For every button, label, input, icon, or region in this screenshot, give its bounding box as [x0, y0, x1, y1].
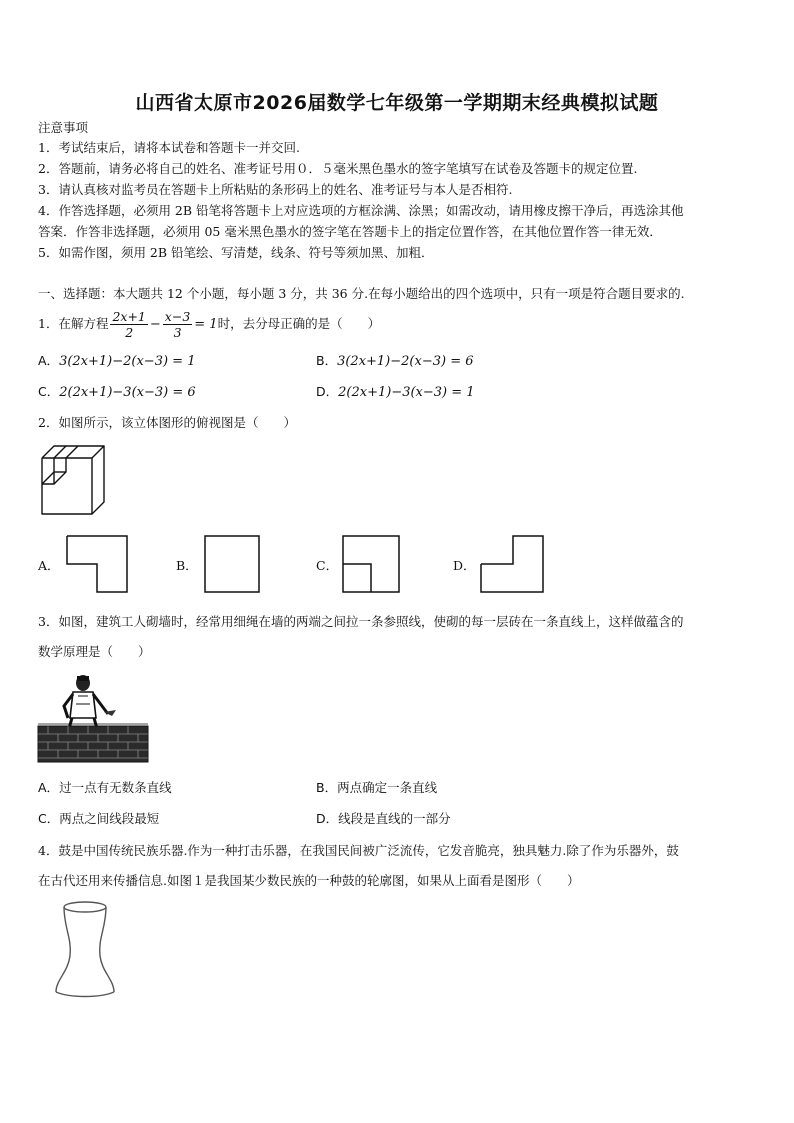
notice-heading: 注意事项	[38, 120, 89, 135]
q2-option-a-label: A．	[38, 558, 60, 573]
q1-frac1-denominator: 2	[125, 325, 134, 340]
q2-option-c-figure	[342, 535, 400, 593]
option-label: A．	[38, 780, 60, 795]
option-label: A．	[38, 353, 60, 368]
option-text: 2(2x+1)−3(x−3) = 1	[338, 385, 475, 400]
q1-fraction-1	[110, 309, 147, 340]
notice-item: 4．作答选择题，必须用 2B 铅笔将答题卡上对应选项的方框涂满、涂黑；如需改动，请用橡皮擦干净后，再选涂其他	[38, 203, 684, 218]
option-label: D．	[316, 384, 339, 399]
q1-option-d	[316, 383, 475, 402]
option-text: 过一点有无数条直线	[59, 780, 172, 795]
option-label: B．	[316, 353, 338, 368]
question-3-stem-line1: 3．如图，建筑工人砌墙时，经常用细绳在墙的两端之间拉一条参照线，使砌的每一层砖在一条直线上，这样做蕴含的	[38, 614, 684, 629]
option-label: C．	[38, 384, 60, 399]
option-text: 3(2x+1)−2(x−3) = 6	[337, 354, 474, 369]
q1-prefix: 1．在解方程	[38, 316, 109, 331]
option-label: C．	[38, 811, 60, 826]
q1-frac1-numerator: 2x+1	[112, 309, 146, 324]
notice-item: 2．答题前，请务必将自己的姓名、准考证号用０．５毫米黑色墨水的签字笔填写在试卷及答题卡的规定位置.	[38, 161, 638, 176]
question-4-stem-line1: 4．鼓是中国传统民族乐器.作为一种打击乐器，在我国民间被广泛流传，它发音脆亮，独具魅力.除了作为乐器外，鼓	[38, 843, 679, 858]
q1-fraction-2	[163, 309, 192, 340]
option-text: 两点确定一条直线	[337, 780, 438, 795]
q2-option-b-label: B．	[176, 558, 198, 573]
q1-equals: = 1	[194, 317, 218, 332]
q3-option-a	[38, 779, 172, 797]
q3-option-d	[316, 810, 451, 828]
q1-option-a	[38, 352, 195, 371]
notice-item: 3．请认真核对监考员在答题卡上所粘贴的条形码上的姓名、准考证号与本人是否相符.	[38, 182, 513, 197]
q3-option-c	[38, 810, 159, 828]
option-label: D．	[316, 811, 339, 826]
question-3-stem-line2: 数学原理是（ ）	[38, 644, 151, 659]
q3-option-b	[316, 779, 437, 797]
question-2-stem: 2．如图所示，该立体图形的俯视图是（ ）	[38, 415, 296, 430]
solid-figure-diagram	[40, 444, 110, 518]
q2-option-d-label: D．	[453, 558, 476, 573]
q1-option-b	[316, 352, 474, 371]
option-text: 线段是直线的一部分	[338, 811, 451, 826]
page-title: 山西省太原市2026届数学七年级第一学期期末经典模拟试题	[135, 92, 659, 114]
q1-suffix: 时，去分母正确的是（ ）	[217, 316, 381, 331]
bricklayer-illustration	[38, 672, 148, 764]
drum-outline-figure	[50, 898, 120, 1000]
notice-item: 5．如需作图，须用 2B 铅笔绘、写清楚，线条、符号等须加黑、加粗．	[38, 245, 434, 260]
option-text: 2(2x+1)−3(x−3) = 6	[59, 385, 196, 400]
q1-frac2-numerator: x−3	[164, 309, 191, 324]
q2-option-a-figure	[66, 535, 128, 593]
q2-option-b-figure	[204, 535, 260, 593]
q2-option-d-figure	[480, 535, 544, 593]
question-4-stem-line2: 在古代还用来传播信息.如图１是我国某少数民族的一种鼓的轮廓图，如果从上面看是图形（ ）	[38, 873, 580, 888]
q2-option-c-label: C．	[316, 558, 339, 573]
notice-item: 答案．作答非选择题，必须用 05 毫米黑色墨水的签字笔在答题卡上的指定位置作答，在其他位置作答一律无效．	[38, 224, 662, 239]
q1-frac2-denominator: 3	[173, 325, 182, 340]
option-text: 两点之间线段最短	[59, 811, 160, 826]
notice-item: 1．考试结束后，请将本试卷和答题卡一并交回.	[38, 140, 300, 155]
question-1-stem	[38, 308, 380, 341]
q1-minus: −	[149, 317, 161, 332]
q1-option-c	[38, 383, 196, 402]
option-text: 3(2x+1)−2(x−3) = 1	[59, 354, 196, 369]
option-label: B．	[316, 780, 338, 795]
section-heading: 一、选择题：本大题共 12 个小题，每小题 3 分，共 36 分.在每小题给出的四个选项中，只有一项是符合题目要求的.	[38, 286, 685, 301]
